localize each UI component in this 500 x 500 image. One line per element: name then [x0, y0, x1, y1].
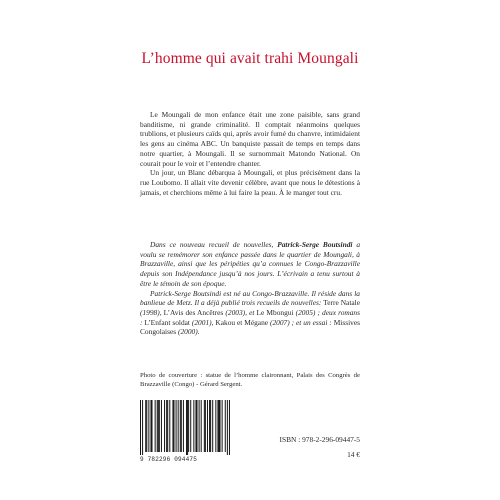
author-name: Patrick-Serge Boutsindi	[277, 240, 353, 249]
book-title: L’homme qui avait trahi Moungali	[141, 50, 359, 67]
isbn: ISBN : 978-2-296-09447-5	[279, 435, 360, 444]
barcode-icon	[140, 400, 230, 455]
summary-paragraph-2: Un jour, un Blanc débarqua à Moungali, et plus précisément dans la rue Loubomo. Il allait vite devenir célèbre, avant que nous le détestions à jamais, et cherchions même à lui faire la peau. À le manger tout cru.	[140, 168, 360, 197]
summary-text	[140, 110, 360, 197]
about-paragraph-1: Dans ce nouveau recueil de nouvelles, Patrick-Serge Boutsindi a voulu se remémorer son enfance passée dans le quartier de Moungali, à Brazzaville, ainsi que les péripéties qu’a connues le Congo-Brazzaville depuis son Indépendance jusqu’à nos jours. L’écrivain a tenu surtout à être le témoin de son époque.	[140, 240, 361, 288]
about-text	[140, 240, 360, 337]
about-paragraph-2: Patrick-Serge Boutsindi est né au Congo-Brazzaville. Il réside dans la banlieue de Metz. Il a déjà publié trois recueils de nouvelles: Terre Natale (1998), L’Avis des Ancêtres (2003), et Le Mbongui (2005) ; deux romans : L’Enfant soldat (2001), Kakou et Mégane (2007) ; et un essai : Missives Congolaises (2000).	[140, 288, 360, 337]
photo-credit: Photo de couverture : statue de l’homme claironnant, Palais des Congrès de Brazzaville (Congo) - Gérard Sergent.	[140, 372, 360, 388]
barcode-digits: 9 782296 094475	[140, 456, 198, 463]
price: 14 €	[347, 450, 360, 459]
summary-paragraph-1: Le Moungali de mon enfance était une zone paisible, sans grand banditisme, ni grande criminalité. Il comptait néanmoins quelques trublions, et plusieurs caïds qui, après avoir fumé du chanvre, intimidaient les gens au cinéma ABC. Un banquiste passait de temps en temps dans notre quartier, à Moungali. Il se surnommait Matondo National. On courait pour le voir et l’entendre chanter.	[140, 110, 360, 168]
